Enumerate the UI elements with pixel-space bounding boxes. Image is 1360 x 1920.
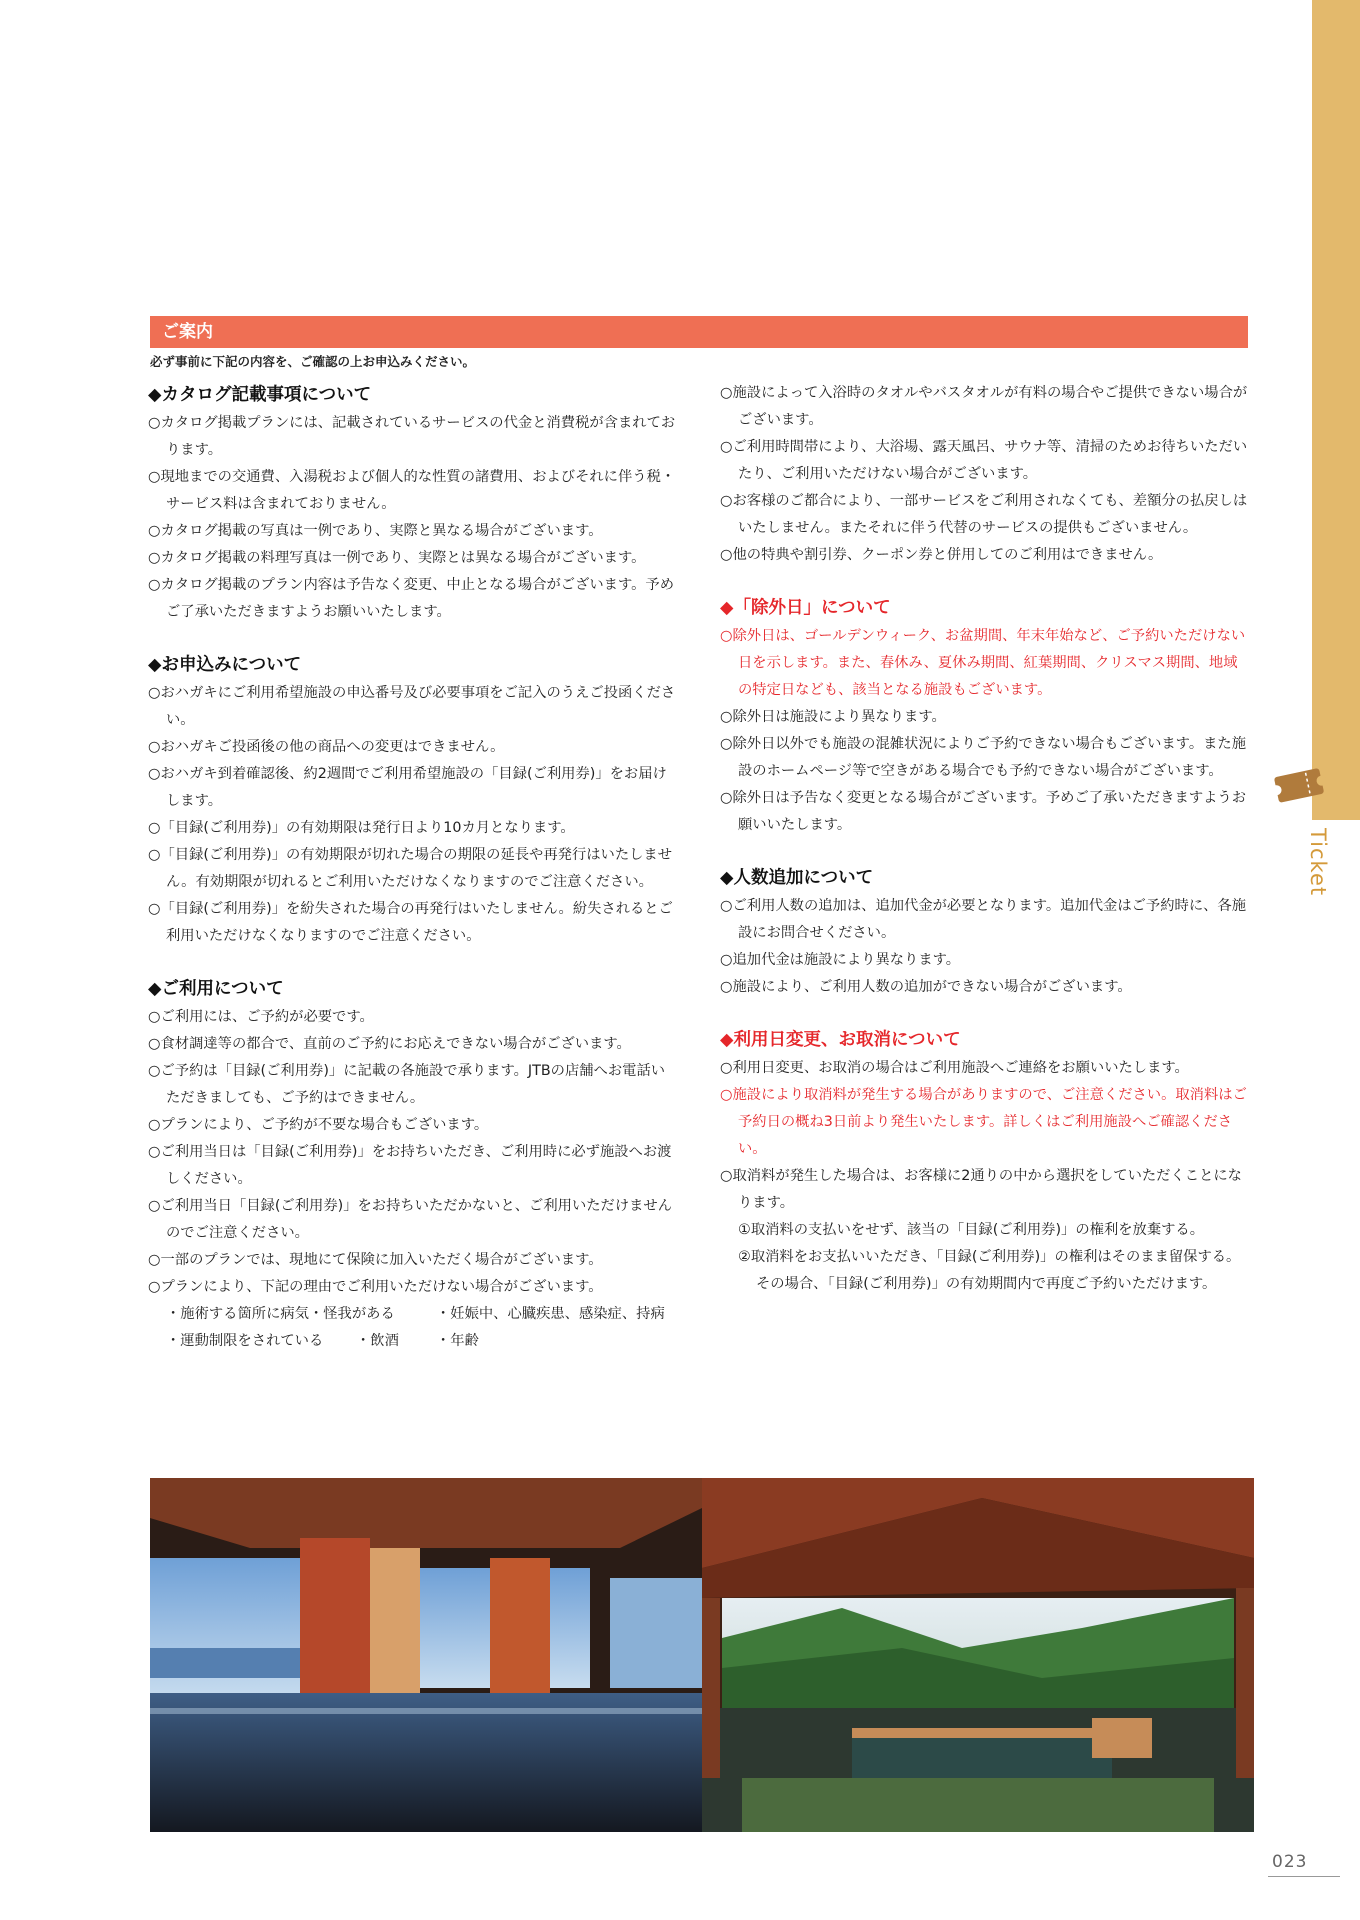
left-column xyxy=(148,380,678,1379)
section-title: ◆「除外日」について xyxy=(720,598,891,618)
notice-item: ○おハガキ到着確認後、約2週間でご利用希望施設の「目録(ご利用券)」をお届けします。 xyxy=(148,766,667,809)
reason-list xyxy=(148,1301,678,1355)
reason-item: ・運動制限をされている xyxy=(166,1333,324,1349)
notice-item: ○「目録(ご利用券)」を紛失された場合の再発行はいたしません。紛失されるとご利用いただけなくなりますのでご注意ください。 xyxy=(148,901,673,944)
section-title: ◆利用日変更、お取消について xyxy=(720,1030,961,1050)
section-title: ◆人数追加について xyxy=(720,868,874,888)
notice-item: ○除外日以外でも施設の混雑状況によりご予約できない場合もございます。また施設のホームページ等で空きがある場合でも予約できない場合がございます。 xyxy=(720,736,1247,779)
page-number: 023 xyxy=(1272,1852,1308,1872)
notice-item: ○カタログ掲載のプラン内容は予告なく変更、中止となる場合がございます。予めご了承いただきますようお願いいたします。 xyxy=(148,577,675,620)
notice-item: ○利用日変更、お取消の場合はご利用施設へご連絡をお願いいたします。 xyxy=(720,1060,1189,1076)
reason-item: ・施術する箇所に病気・怪我がある xyxy=(166,1306,395,1322)
notice-item: ○除外日は施設により異なります。 xyxy=(720,709,946,725)
side-index-tab xyxy=(1312,0,1360,820)
notice-item: ○ご利用人数の追加は、追加代金が必要となります。追加代金はご予約時に、各施設にお問合せください。 xyxy=(720,898,1247,941)
notice-item: ○食材調達等の都合で、直前のご予約にお応えできない場合がございます。 xyxy=(148,1036,631,1052)
notice-item: ○現地までの交通費、入湯税および個人的な性質の諸費用、およびそれに伴う税・サービス料は含まれておりません。 xyxy=(148,469,676,512)
notice-item: ○他の特典や割引券、クーポン券と併用してのご利用はできません。 xyxy=(720,547,1163,563)
section-title: ◆お申込みについて xyxy=(148,655,302,675)
side-label: Ticket xyxy=(1306,828,1330,897)
notice-section xyxy=(720,593,1250,839)
notice-item: ○ご利用当日は「目録(ご利用券)」をお持ちいただき、ご利用時に必ず施設へお渡しください。 xyxy=(148,1144,672,1187)
ticket-icon xyxy=(1270,762,1332,808)
notice-item: ○ご利用には、ご予約が必要です。 xyxy=(148,1009,374,1025)
notice-item: ○施設により、ご利用人数の追加ができない場合がございます。 xyxy=(720,979,1132,995)
notice-item: ○お客様のご都合により、一部サービスをご利用されなくても、差額分の払戻しはいたしません。またそれに伴う代替のサービスの提供もございません。 xyxy=(720,493,1248,536)
notice-section xyxy=(148,650,678,950)
notice-item: ○カタログ掲載プランには、記載されているサービスの代金と消費税が含まれております。 xyxy=(148,415,676,458)
right-column xyxy=(720,380,1250,1322)
notice-section xyxy=(720,863,1250,1001)
notice-item: ○カタログ掲載の写真は一例であり、実際と異なる場合がございます。 xyxy=(148,523,603,539)
notice-item: ○一部のプランでは、現地にて保険に加入いただく場合がございます。 xyxy=(148,1252,603,1268)
page-number-rule xyxy=(1268,1876,1340,1877)
notice-item: ○プランにより、ご予約が不要な場合もございます。 xyxy=(148,1117,489,1133)
notice-item: ○プランにより、下記の理由でご利用いただけない場合がございます。 xyxy=(148,1279,603,1295)
notice-section xyxy=(720,1025,1250,1298)
reason-item: ・妊娠中、心臓疾患、感染症、持病 xyxy=(436,1306,665,1322)
notice-item: ○施設により取消料が発生する場合がありますので、ご注意ください。取消料はご予約日の概ね3日前より発生いたします。詳しくはご利用施設へご確認ください。 xyxy=(720,1087,1247,1157)
notice-section xyxy=(720,380,1250,569)
section-title: ◆ご利用について xyxy=(148,979,284,999)
notice-section xyxy=(148,380,678,626)
notice-item: ○除外日は予告なく変更となる場合がございます。予めご了承いただきますようお願いいたします。 xyxy=(720,790,1247,833)
reason-item: ・飲酒 xyxy=(356,1333,399,1349)
notice-section xyxy=(148,974,678,1355)
notice-item: ○除外日は、ゴールデンウィーク、お盆期間、年末年始など、ご予約いただけない日を示します。また、春休み、夏休み期間、紅葉期間、クリスマス期間、地域の特定日なども、該当となる施設もございます。 xyxy=(720,628,1246,698)
notice-item: ○追加代金は施設により異なります。 xyxy=(720,952,961,968)
notice-item: ○「目録(ご利用券)」の有効期限は発行日より10カ月となります。 xyxy=(148,820,575,836)
section-header: ご案内 xyxy=(150,316,1248,348)
notice-item: ○ご利用時間帯により、大浴場、露天風呂、サウナ等、清掃のためお待ちいただいたり、ご利用いただけない場合がございます。 xyxy=(720,439,1248,482)
open-air-bath-forest-photo xyxy=(702,1478,1254,1832)
notice-item: ○「目録(ご利用券)」の有効期限が切れた場合の期限の延長や再発行はいたしません。有効期限が切れるとご利用いただけなくなりますのでご注意ください。 xyxy=(148,847,673,890)
option-item: ②取消料をお支払いいただき、「目録(ご利用券)」の権利はそのまま留保する。その場合、「目録(ご利用券)」の有効期間内で再度ご予約いただけます。 xyxy=(738,1249,1241,1292)
reason-item: ・年齢 xyxy=(436,1333,479,1349)
notice-item: ○おハガキご投函後の他の商品への変更はできません。 xyxy=(148,739,505,755)
notice-item: ○ご利用当日「目録(ご利用券)」をお持ちいただかないと、ご利用いただけませんのでご注意ください。 xyxy=(148,1198,673,1241)
intro-text: 必ず事前に下記の内容を、ご確認の上お申込みください。 xyxy=(150,354,476,369)
notice-item: ○施設によって入浴時のタオルやバスタオルが有料の場合やご提供できない場合がございます。 xyxy=(720,385,1248,428)
option-item: ①取消料の支払いをせず、該当の「目録(ご利用券)」の権利を放棄する。 xyxy=(738,1222,1205,1238)
section-title: ◆カタログ記載事項について xyxy=(148,385,372,405)
notice-item: ○おハガキにご利用希望施設の申込番号及び必要事項をご記入のうえご投函ください。 xyxy=(148,685,676,728)
notice-item: ○ご予約は「目録(ご利用券)」に記載の各施設で承ります。JTBの店舗へお電話いただきましても、ご予約はできません。 xyxy=(148,1063,666,1106)
notice-item: ○カタログ掲載の料理写真は一例であり、実際とは異なる場合がございます。 xyxy=(148,550,646,566)
notice-item: ○取消料が発生した場合は、お客様に2通りの中から選択をしていただくことになります。 xyxy=(720,1168,1242,1211)
photo-strip xyxy=(150,1478,1254,1832)
indoor-bath-lake-photo xyxy=(150,1478,702,1832)
